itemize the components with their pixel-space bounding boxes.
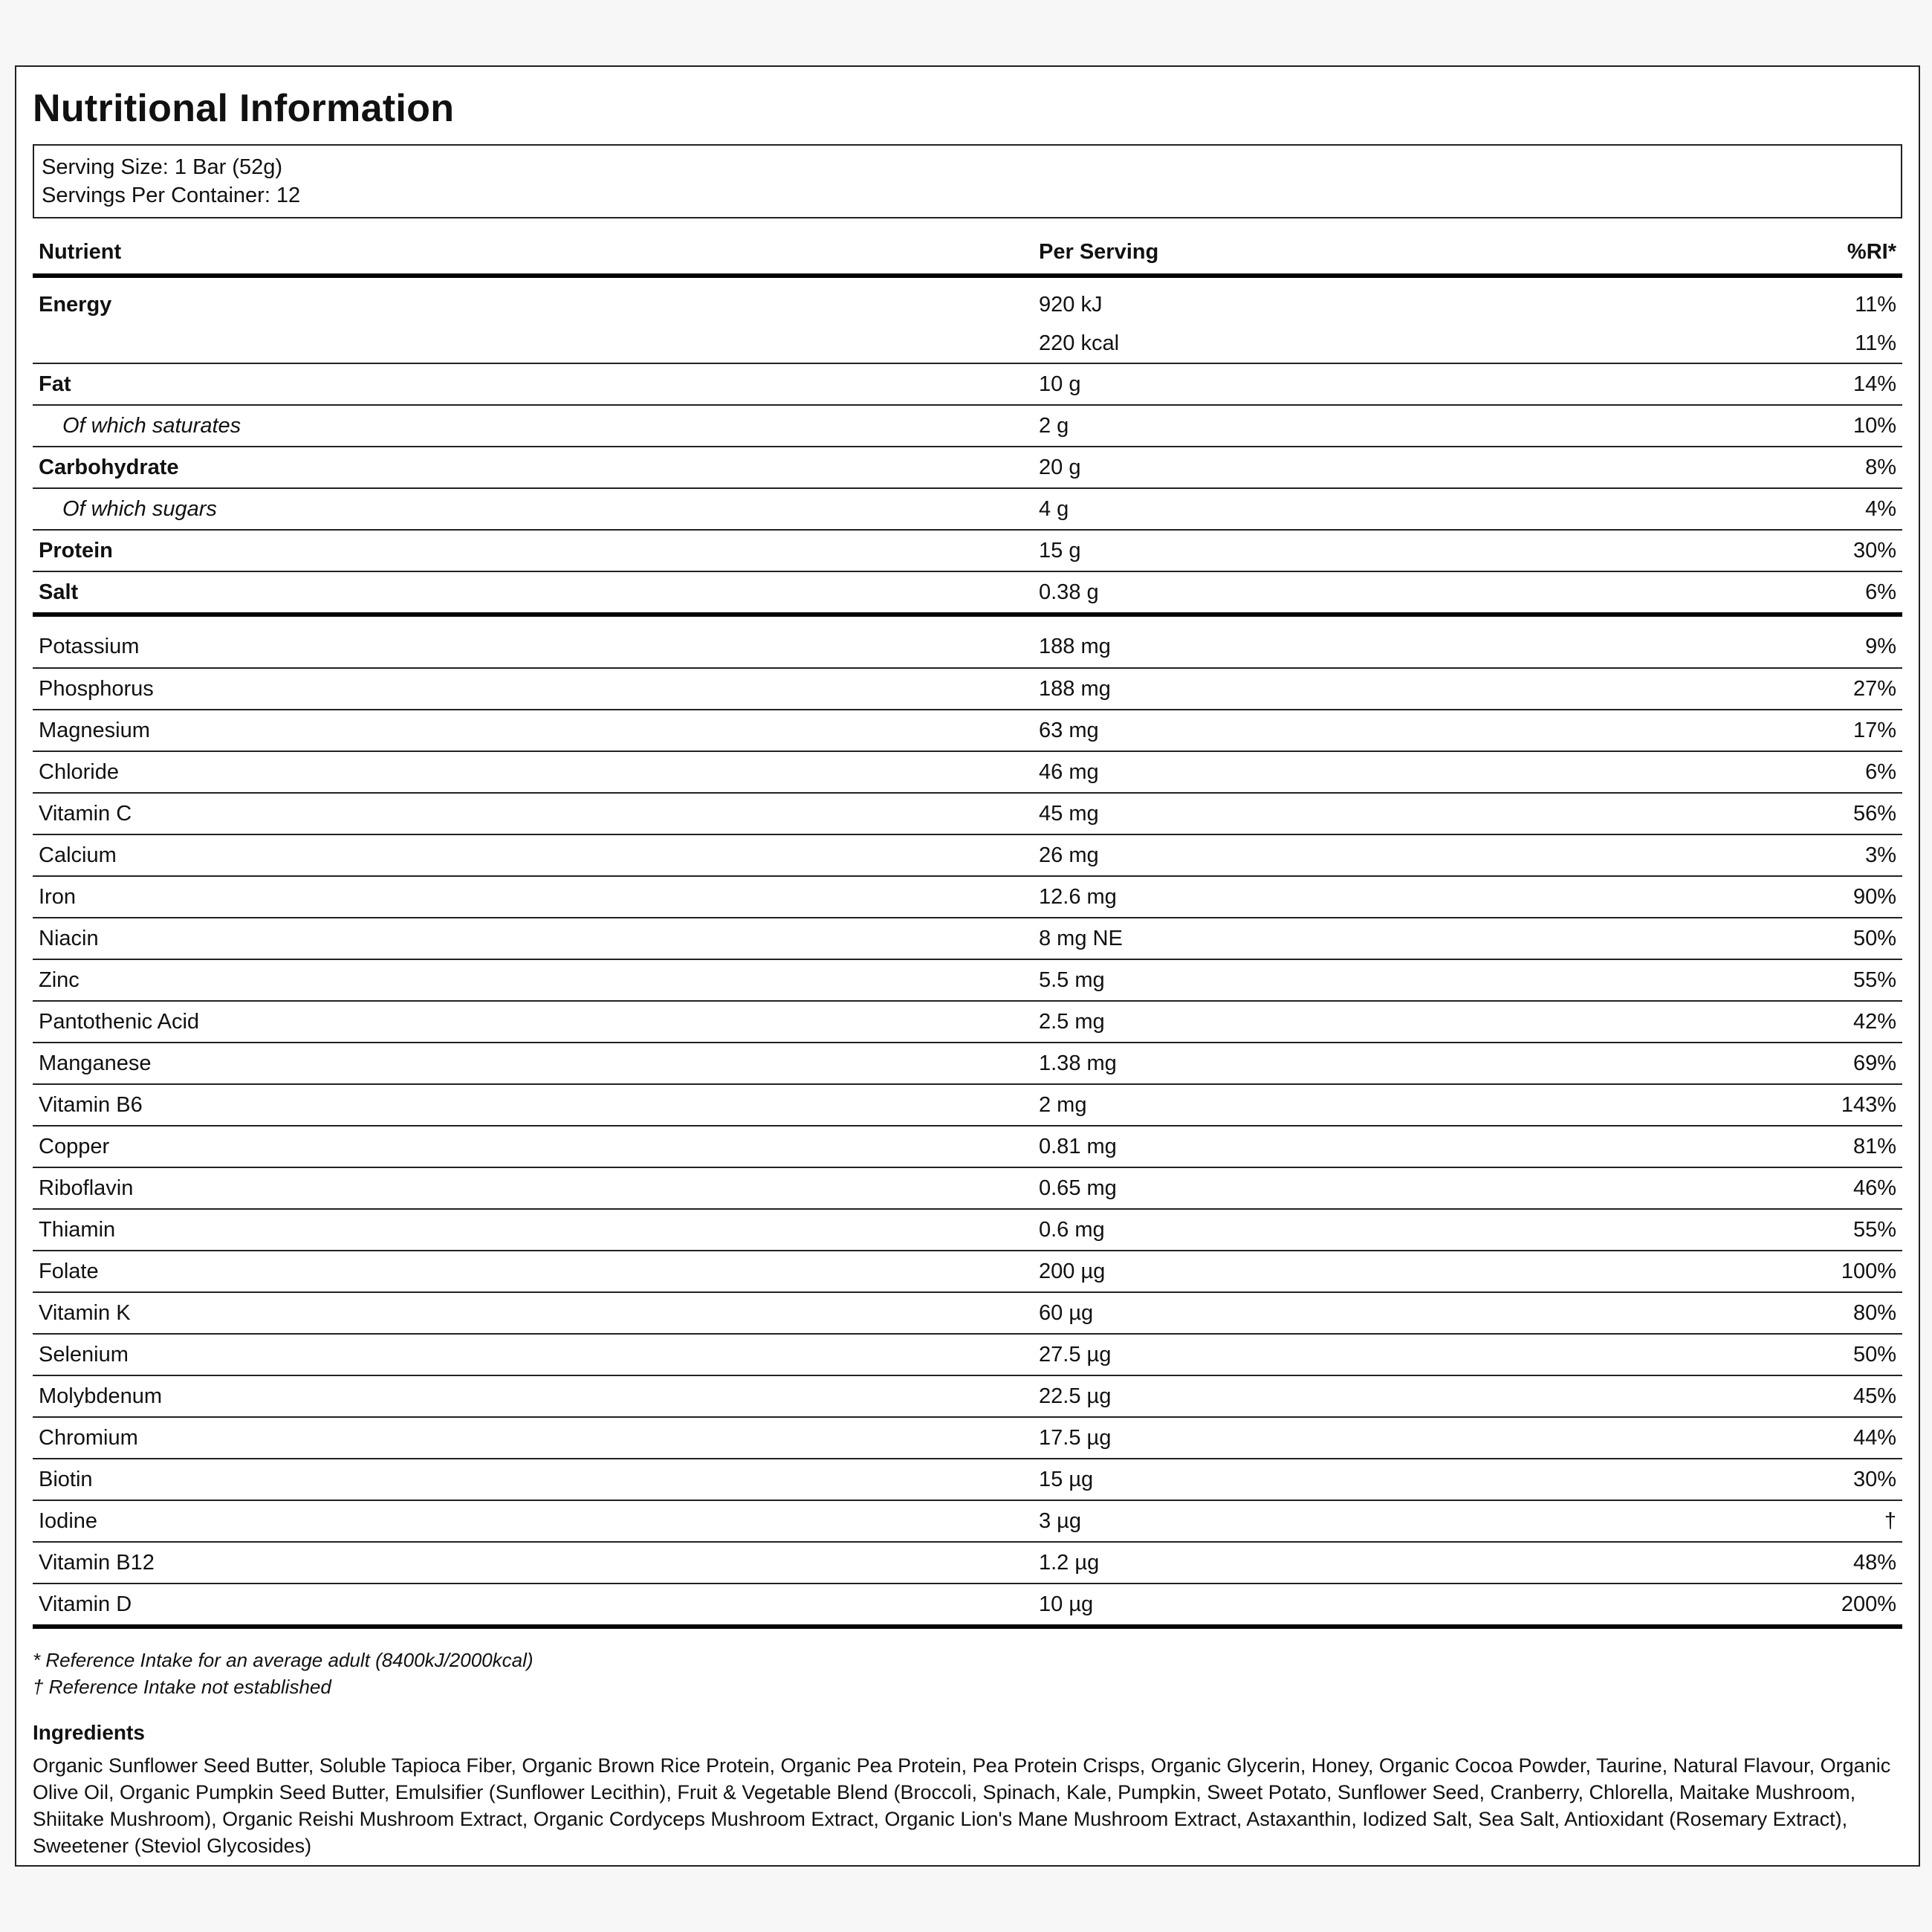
table-row [33, 959, 1902, 1001]
nutrient-ri: 10% [1609, 405, 1902, 447]
nutrient-ri: 69% [1609, 1043, 1902, 1084]
table-row [33, 488, 1902, 530]
nutrient-name: Of which sugars [33, 488, 1033, 530]
nutrient-ri: 4% [1609, 488, 1902, 530]
table-row [33, 1001, 1902, 1043]
nutrient-ri: 56% [1609, 793, 1902, 834]
nutrient-name: Iodine [33, 1500, 1033, 1542]
table-row [33, 571, 1902, 615]
nutrient-name: Vitamin B6 [33, 1084, 1033, 1126]
nutrient-name: Vitamin D [33, 1583, 1033, 1627]
nutrient-ri: 45% [1609, 1375, 1902, 1417]
nutrient-amount: 17.5 µg [1033, 1417, 1609, 1459]
table-row [33, 918, 1902, 959]
nutrient-ri: † [1609, 1500, 1902, 1542]
header-nutrient: Nutrient [33, 230, 1033, 276]
nutrient-name: Molybdenum [33, 1375, 1033, 1417]
nutrient-ri: 55% [1609, 1209, 1902, 1251]
nutrient-amount: 15 g [1033, 530, 1609, 571]
serving-info-box [33, 144, 1902, 218]
nutrient-name: Vitamin C [33, 793, 1033, 834]
nutrient-amount: 60 µg [1033, 1292, 1609, 1334]
nutrient-ri: 6% [1609, 571, 1902, 615]
nutrient-amount: 188 mg [1033, 615, 1609, 668]
nutrient-amount: 0.81 mg [1033, 1126, 1609, 1167]
table-row [33, 710, 1902, 751]
table-header-row [33, 230, 1902, 276]
nutrient-ri: 55% [1609, 959, 1902, 1001]
serving-size: Serving Size: 1 Bar (52g) [42, 155, 282, 179]
nutrient-amount: 22.5 µg [1033, 1375, 1609, 1417]
nutrient-ri: 30% [1609, 1459, 1902, 1500]
table-row [33, 1043, 1902, 1084]
table-row [33, 1375, 1902, 1417]
nutrient-ri: 200% [1609, 1583, 1902, 1627]
nutrient-name: Thiamin [33, 1209, 1033, 1251]
table-row [33, 1583, 1902, 1627]
nutrient-name: Salt [33, 571, 1033, 615]
nutrient-amount: 1.2 µg [1033, 1542, 1609, 1583]
nutrient-name: Potassium [33, 615, 1033, 668]
header-per-serving: Per Serving [1033, 230, 1609, 276]
label-title: Nutritional Information [33, 87, 455, 130]
table-row [33, 1084, 1902, 1126]
nutrient-ri: 44% [1609, 1417, 1902, 1459]
nutrient-ri: 100% [1609, 1251, 1902, 1292]
nutrient-name: Copper [33, 1126, 1033, 1167]
table-row [33, 668, 1902, 710]
nutrient-amount: 10 µg [1033, 1583, 1609, 1627]
table-row [33, 530, 1902, 571]
table-row-energy-kcal [33, 324, 1902, 363]
nutrient-name: Magnesium [33, 710, 1033, 751]
nutrient-amount: 0.65 mg [1033, 1167, 1609, 1209]
ingredients-text: Organic Sunflower Seed Butter, Soluble Tapioca Fiber, Organic Brown Rice Protein, Organic Pea Protein, Pea Protein Crisps, Organic Glycerin, Honey, Organic Cocoa Powder, Taurine, Natural Flavour, Organic Olive Oil, Organic Pumpkin Seed Butter, Emulsifier (Sunflower Lecithin), Fruit & Vegetable Blend (Broccoli, Spinach, Kale, Pumpkin, Sweet Potato, Sunflower Seed, Cranberry, Chlorella, Maitake Mushroom, Shiitake Mushroom), Organic Reishi Mushroom Extract, Organic Cordyceps Mushroom Extract, Organic Lion's Mane Mushroom Extract, Astaxanthin, Iodized Salt, Sea Salt, Antioxidant (Rosemary Extract), Sweetener (Steviol Glycosides) [33, 1754, 1891, 1857]
table-row-energy-kj [33, 276, 1902, 324]
footnotes [33, 1647, 1902, 1700]
table-row [33, 876, 1902, 918]
table-row [33, 615, 1902, 668]
nutrient-amount: 46 mg [1033, 751, 1609, 793]
ingredients-heading: Ingredients [33, 1721, 145, 1744]
nutrient-amount: 2 g [1033, 405, 1609, 447]
nutrient-amount: 920 kJ [1039, 292, 1103, 317]
nutrient-amount: 5.5 mg [1033, 959, 1609, 1001]
nutrient-ri: 11% [1609, 324, 1902, 363]
nutrient-amount: 15 µg [1033, 1459, 1609, 1500]
nutrient-amount: 0.6 mg [1033, 1209, 1609, 1251]
servings-per-container: Servings Per Container: 12 [42, 184, 301, 207]
nutrient-amount: 1.38 mg [1033, 1043, 1609, 1084]
nutrient-name: Vitamin K [33, 1292, 1033, 1334]
table-row [33, 363, 1902, 405]
nutrient-amount: 2 mg [1033, 1084, 1609, 1126]
nutrient-amount: 4 g [1033, 488, 1609, 530]
table-row [33, 1459, 1902, 1500]
nutrient-amount: 3 µg [1033, 1500, 1609, 1542]
nutrient-name: Vitamin B12 [33, 1542, 1033, 1583]
nutrient-name: Energy [39, 292, 112, 317]
nutrient-amount: 63 mg [1033, 710, 1609, 751]
nutrient-name: Fat [33, 363, 1033, 405]
nutrient-ri: 42% [1609, 1001, 1902, 1043]
nutrient-ri: 8% [1609, 447, 1902, 488]
nutrient-name: Niacin [33, 918, 1033, 959]
table-row [33, 793, 1902, 834]
nutrient-name: Calcium [33, 834, 1033, 876]
nutrient-ri: 81% [1609, 1126, 1902, 1167]
nutrient-amount: 200 µg [1033, 1251, 1609, 1292]
table-row [33, 405, 1902, 447]
nutrient-ri: 46% [1609, 1167, 1902, 1209]
nutrient-amount: 10 g [1033, 363, 1609, 405]
table-row [33, 1334, 1902, 1375]
table-row [33, 751, 1902, 793]
nutrient-name-empty [33, 324, 1033, 363]
nutrient-name: Chloride [33, 751, 1033, 793]
nutrient-name: Riboflavin [33, 1167, 1033, 1209]
nutrient-name: Carbohydrate [33, 447, 1033, 488]
nutrition-table-body [33, 276, 1902, 1627]
nutrition-table [33, 230, 1902, 1629]
nutrient-amount: 27.5 µg [1033, 1334, 1609, 1375]
nutrient-ri: 30% [1609, 530, 1902, 571]
nutrient-amount: 2.5 mg [1033, 1001, 1609, 1043]
nutrient-name: Chromium [33, 1417, 1033, 1459]
nutrition-label [15, 65, 1920, 1867]
nutrient-ri: 143% [1609, 1084, 1902, 1126]
header-ri: %RI* [1609, 230, 1902, 276]
footnote-ri: * Reference Intake for an average adult (8400kJ/2000kcal) [33, 1649, 534, 1671]
nutrient-name: Folate [33, 1251, 1033, 1292]
nutrient-name: Iron [33, 876, 1033, 918]
nutrient-name: Zinc [33, 959, 1033, 1001]
nutrient-name: Of which saturates [33, 405, 1033, 447]
nutrient-ri: 27% [1609, 668, 1902, 710]
table-row [33, 447, 1902, 488]
nutrient-ri: 11% [1855, 292, 1896, 317]
nutrient-name: Phosphorus [33, 668, 1033, 710]
table-row [33, 1542, 1902, 1583]
nutrient-ri: 50% [1609, 1334, 1902, 1375]
nutrient-amount: 26 mg [1033, 834, 1609, 876]
nutrient-ri: 6% [1609, 751, 1902, 793]
footnote-dagger: † Reference Intake not established [33, 1676, 331, 1698]
nutrient-name: Selenium [33, 1334, 1033, 1375]
table-row [33, 1251, 1902, 1292]
table-row [33, 1500, 1902, 1542]
nutrient-ri: 50% [1609, 918, 1902, 959]
nutrient-ri: 14% [1609, 363, 1902, 405]
table-row [33, 1167, 1902, 1209]
nutrient-ri: 80% [1609, 1292, 1902, 1334]
nutrient-name: Biotin [33, 1459, 1033, 1500]
nutrient-name: Pantothenic Acid [33, 1001, 1033, 1043]
nutrient-amount: 20 g [1033, 447, 1609, 488]
table-row [33, 1126, 1902, 1167]
table-row [33, 1417, 1902, 1459]
nutrient-ri: 3% [1609, 834, 1902, 876]
nutrient-amount: 188 mg [1033, 668, 1609, 710]
nutrient-amount: 45 mg [1033, 793, 1609, 834]
nutrient-name: Protein [33, 530, 1033, 571]
table-row [33, 1292, 1902, 1334]
nutrient-name: Manganese [33, 1043, 1033, 1084]
nutrient-ri: 9% [1609, 615, 1902, 668]
nutrient-amount: 0.38 g [1033, 571, 1609, 615]
table-row [33, 834, 1902, 876]
nutrient-ri: 17% [1609, 710, 1902, 751]
nutrient-amount: 220 kcal [1033, 324, 1609, 363]
nutrient-amount: 12.6 mg [1033, 876, 1609, 918]
nutrient-ri: 90% [1609, 876, 1902, 918]
nutrient-ri: 48% [1609, 1542, 1902, 1583]
nutrient-amount: 8 mg NE [1033, 918, 1609, 959]
table-row [33, 1209, 1902, 1251]
